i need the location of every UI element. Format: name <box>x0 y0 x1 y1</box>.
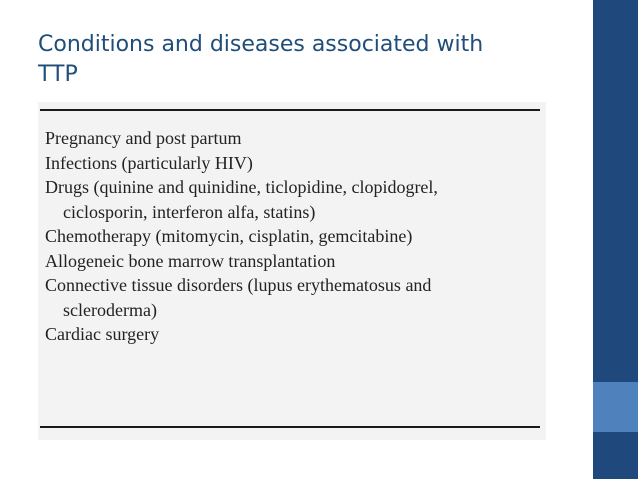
right-accent-block <box>593 382 638 432</box>
item-line: Drugs (quinine and quinidine, ticlopidine, clopidogrel, <box>45 177 438 197</box>
list-item <box>45 151 535 176</box>
conditions-list <box>45 126 535 347</box>
item-line-continuation: scleroderma) <box>63 299 157 320</box>
table-top-rule <box>40 109 540 111</box>
item-line: Cardiac surgery <box>45 324 160 344</box>
item-line: Infections (particularly HIV) <box>45 152 253 173</box>
item-line: Chemotherapy (mitomycin, cisplatin, gemcitabine) <box>45 226 413 246</box>
table-bottom-rule <box>40 426 540 428</box>
slide-title: Conditions and diseases associated with TTP <box>38 32 484 87</box>
list-item <box>45 224 535 249</box>
list-item <box>45 249 535 274</box>
item-line: Connective tissue disorders (lupus erythematosus and <box>45 275 432 295</box>
item-line: Pregnancy and post partum <box>45 128 242 148</box>
list-item <box>45 175 535 224</box>
item-line: Allogeneic bone marrow transplantation <box>45 250 336 271</box>
item-line-continuation: ciclosporin, interferon alfa, statins) <box>63 201 316 222</box>
conditions-table <box>38 102 546 440</box>
list-item <box>45 126 535 151</box>
list-item <box>45 322 535 347</box>
list-item <box>45 273 535 322</box>
